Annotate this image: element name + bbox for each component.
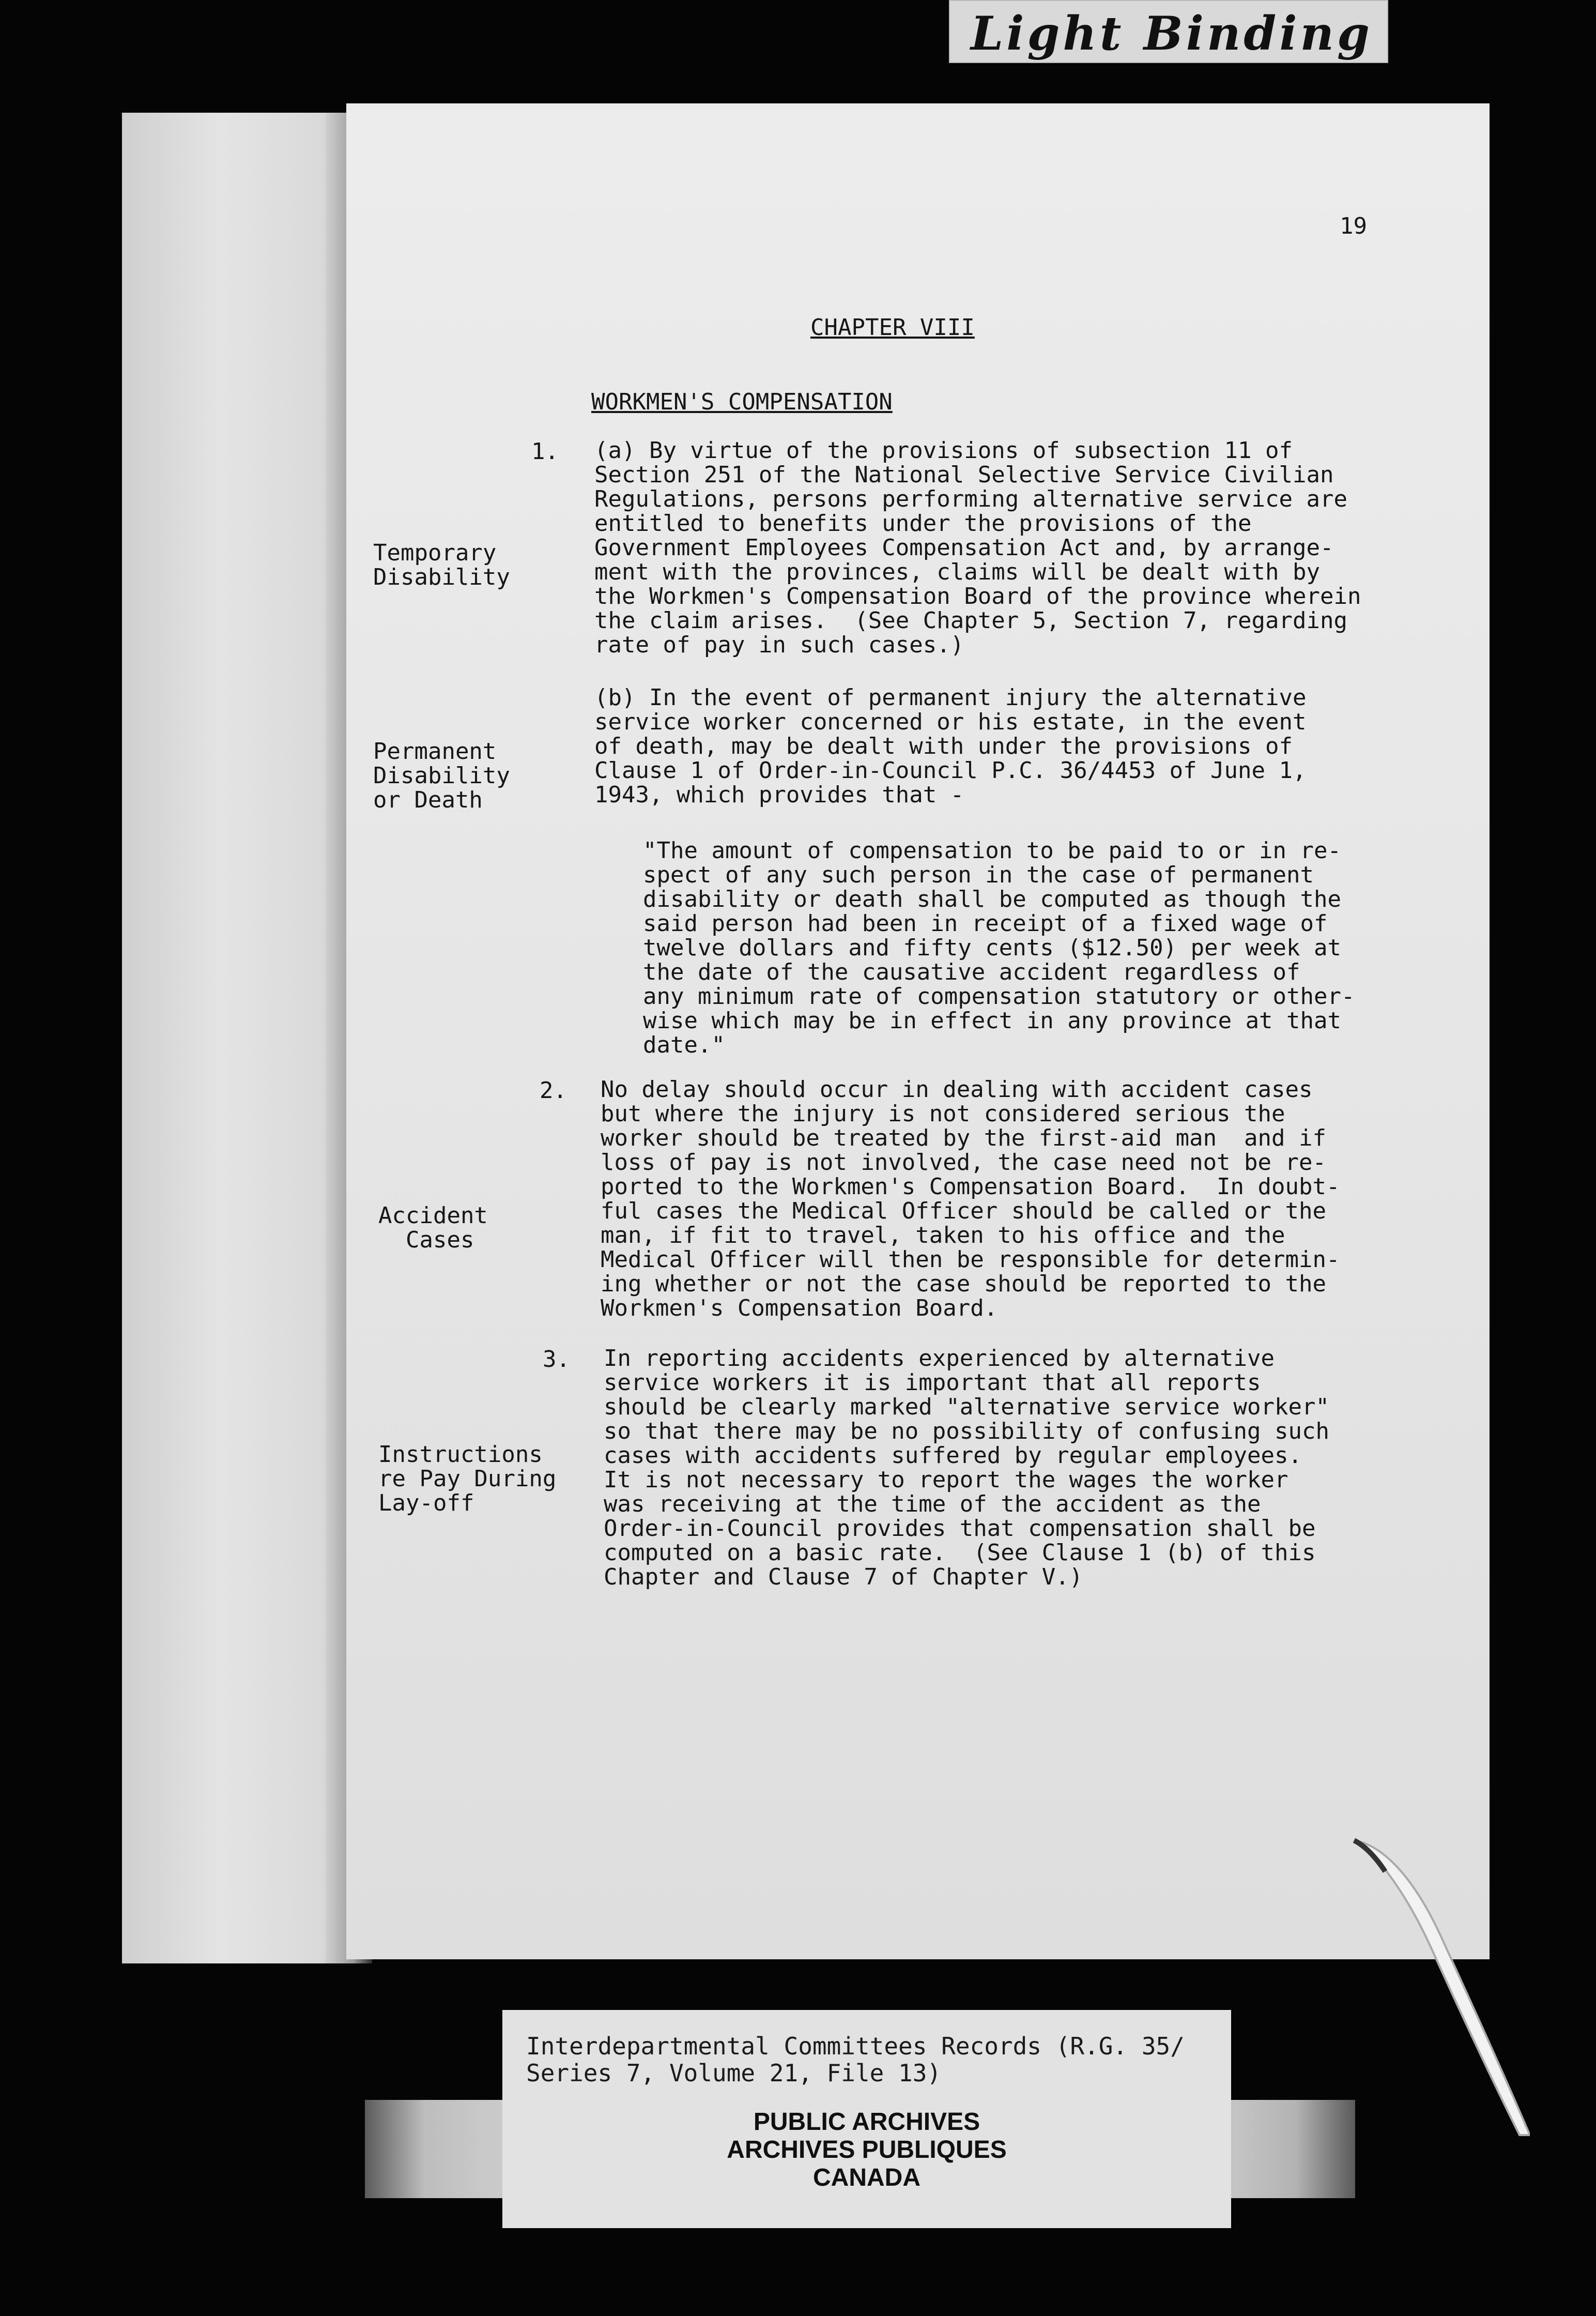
- chapter-heading: CHAPTER VIII: [810, 314, 975, 341]
- paragraph-number-1: 1.: [531, 438, 559, 465]
- margin-heading-instructions-re-pay: Instructions re Pay During Lay-off: [378, 1441, 557, 1516]
- page-number: 19: [1340, 213, 1367, 239]
- public-archives-stamp: [502, 2100, 1231, 2198]
- paragraph-1b: (b) In the event of permanent injury the alternative service worker concerned or his estate, in the event of death, may be dealt with under the provisions of Clause 1 of Order-in-Council P.C. 36/4453 of June 1, 1943, which provides that -: [594, 684, 1307, 808]
- quoted-order-in-council: "The amount of compensation to be paid to or in re- spect of any such person in the case of permanent disability or death shall be computed as though the said person had been in receipt of a fixed wage of twelve dollars and fifty cents ($12.50) per week at the date of the causative accident regardless of any minimum rate of compensation statutory or other- wise which may be in effect in any province at that date.": [643, 837, 1355, 1058]
- paragraph-3: In reporting accidents experienced by alternative service workers it is important that all reports should be clearly marked "alternative service worker" so that there may be no possibility of confusing such cases with accidents suffered by regular employees. It is not necessary to report the wages the worker was receiving at the time of the accident as the Order-in-Council provides that compensation shall be computed on a basic rate. (See Clause 1 (b) of this Chapter and Clause 7 of Chapter V.): [604, 1345, 1329, 1590]
- archive-stamp-line-1: PUBLIC ARCHIVES: [753, 2108, 980, 2136]
- archive-stamp-line-2: ARCHIVES PUBLIQUES: [727, 2136, 1007, 2163]
- records-citation: Interdepartmental Committees Records (R.G. 35/ Series 7, Volume 21, File 13): [526, 2032, 1185, 2087]
- archive-stamp-line-3: CANADA: [813, 2164, 920, 2191]
- margin-heading-permanent-disability: Permanent Disability or Death: [373, 738, 510, 813]
- paragraph-2: No delay should occur in dealing with accident cases but where the injury is not considered serious the worker should be treated by the first-aid man and if loss of pay is not involved, the case need not be re- ported to the Workmen's Compensation Board. In doubt- ful cases the Medical Officer should be called or the man, if fit to travel, taken to his office and the Medical Officer will then be responsible for determin- ing whether or not the case should be reported to the Workmen's Compensation Board.: [601, 1076, 1340, 1321]
- paragraph-number-3: 3.: [543, 1346, 570, 1373]
- handwritten-label-text: Light Binding: [971, 6, 1373, 61]
- paragraph-number-2: 2.: [540, 1077, 567, 1104]
- handwritten-label: [949, 0, 1388, 63]
- section-heading: WORKMEN'S COMPENSATION: [591, 389, 893, 415]
- document-page: [346, 103, 1490, 1959]
- pen-pointer-icon: [1344, 1830, 1530, 2140]
- margin-heading-accident-cases: Accident Cases: [378, 1202, 488, 1253]
- paragraph-1a: (a) By virtue of the provisions of subsection 11 of Section 251 of the National Selective Service Civilian Regulations, persons performing alternative service are entitled to benefits under the provisions of the Government Employees Compensation Act and, by arrange- ment with the provinces, claims will be dealt with by the Workmen's Compensation Board of the province wherein the claim arises. (See Chapter 5, Section 7, regarding rate of pay in such cases.): [594, 437, 1361, 658]
- margin-heading-temporary-disability: Temporary Disability: [373, 540, 510, 590]
